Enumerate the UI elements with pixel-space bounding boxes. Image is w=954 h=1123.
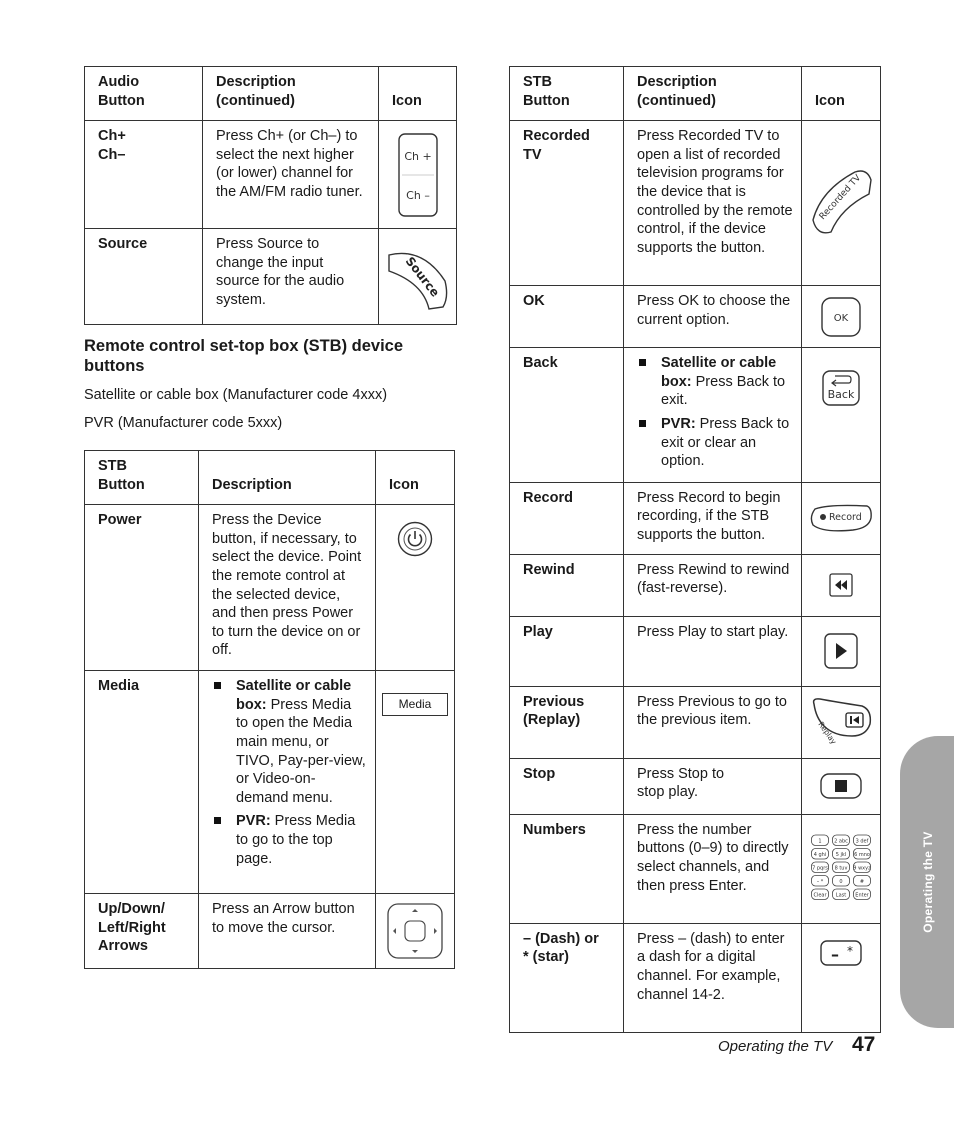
button-name-arrows: Up/Down/ Left/Right Arrows [85, 894, 199, 969]
star-label: * [847, 943, 853, 958]
keypad-key [812, 889, 829, 900]
footer-section-title: Operating the TV [718, 1038, 833, 1055]
description-media [199, 671, 376, 894]
header-description: Description [199, 451, 376, 505]
description-arrows: Press an Arrow button to move the cursor. [199, 894, 376, 969]
stop-button-icon [802, 758, 881, 814]
keypad-key-label: Last [835, 892, 847, 899]
button-name-play: Play [510, 616, 624, 686]
media-bullet-satellite: Satellite or cable box: Press Media to open the Media main menu, or TIVO, Pay-per-view, or Video-on-demand menu. [212, 677, 367, 807]
dash-label: – [831, 944, 839, 964]
keypad-key [854, 835, 871, 846]
keypad-key-label: 4 ghi [813, 851, 827, 858]
arrow-pad-icon [376, 894, 455, 969]
header-icon: Icon [379, 67, 457, 121]
back-button-icon [802, 348, 881, 483]
keypad-key-label: 7 pqrs [812, 865, 828, 872]
chapter-tab-label: Operating the TV [921, 831, 935, 933]
button-name-ch: Ch+ Ch– [85, 121, 203, 229]
keypad-key [833, 875, 850, 886]
button-name-stop: Stop [510, 758, 624, 814]
description-numbers: Press the number buttons (0–9) to directly select channels, and then press Enter. [624, 814, 802, 923]
replay-button-icon [802, 686, 881, 758]
keypad-key [853, 862, 871, 873]
description-stop: Press Stop to stop play. [624, 758, 802, 814]
description-power: Press the Device button, if necessary, to select the device. Point the remote control at the selected device, and then press Power to turn the device on or off. [199, 505, 376, 671]
ok-button-icon [802, 286, 881, 348]
back-bullet-satellite: Satellite or cable box: Press Back to exit. [637, 354, 793, 410]
ch-rocker-icon [379, 121, 457, 229]
keypad-key-label: 1 [818, 838, 822, 845]
description-back [624, 348, 802, 483]
keypad-key-label: 8 tuv [834, 865, 848, 872]
button-name-power: Power [85, 505, 199, 671]
keypad-key-label: Clear [813, 892, 827, 899]
keypad-key-label: 3 def [855, 838, 869, 845]
audio-button-table [84, 66, 457, 325]
record-label: Record [829, 512, 862, 524]
replay-label: Replay [816, 720, 839, 747]
description-recorded-tv: Press Recorded TV to open a list of recorded television programs for the device that is controlled by the remote control, if the device supports the button. [624, 121, 802, 286]
keypad-key-label: 0 [839, 878, 843, 885]
button-name-previous: Previous (Replay) [510, 686, 624, 758]
description-dash-star: Press – (dash) to enter a dash for a digital channel. For example, channel 14-2. [624, 923, 802, 1032]
ch-minus-label: Ch – [405, 188, 430, 202]
recorded-tv-label: Recorded TV [817, 173, 864, 223]
button-name-back: Back [510, 348, 624, 483]
keypad-key [854, 875, 871, 886]
description-record: Press Record to begin recording, if the STB supports the button. [624, 482, 802, 554]
keypad-key [833, 835, 850, 846]
description-source: Press Source to change the input source for the audio system. [203, 229, 379, 325]
ch-plus-label: Ch + [403, 149, 432, 163]
button-name-numbers: Numbers [510, 814, 624, 923]
keypad-key-label: – * [816, 878, 824, 885]
dash-star-button-icon [802, 923, 881, 1032]
rewind-button-icon [802, 554, 881, 616]
number-keypad-icon [802, 814, 881, 923]
description-ch: Press Ch+ (or Ch–) to select the next higher (or lower) channel for the AM/FM radio tuner. [203, 121, 379, 229]
power-button-icon [376, 505, 455, 671]
button-name-ok: OK [510, 286, 624, 348]
button-name-rewind: Rewind [510, 554, 624, 616]
description-rewind: Press Rewind to rewind (fast-reverse). [624, 554, 802, 616]
record-button-icon [802, 482, 881, 554]
keypad-key [812, 848, 829, 859]
back-label: Back [827, 388, 855, 402]
page-number: 47 [852, 1033, 876, 1056]
media-bullet-pvr: PVR: Press Media to go to the top page. [212, 812, 367, 868]
media-button-icon [376, 671, 455, 894]
keypad-key [854, 889, 871, 900]
button-name-dash-star: – (Dash) or * (star) [510, 923, 624, 1032]
header-description: Description (continued) [624, 67, 802, 121]
header-icon: Icon [802, 67, 881, 121]
header-description: Description (continued) [203, 67, 379, 121]
manufacturer-code-satellite: Satellite or cable box (Manufacturer code 4xxx) [84, 387, 388, 403]
play-button-icon [802, 616, 881, 686]
keypad-key [854, 848, 871, 859]
section-heading: Remote control set-top box (STB) device buttons [84, 337, 404, 375]
stb-button-table-2 [509, 66, 881, 1033]
keypad-key [833, 889, 850, 900]
keypad-key [812, 835, 829, 846]
keypad-key-label: 2 abc [834, 838, 848, 845]
header-stb-button: STB Button [510, 67, 624, 121]
source-label: Source [402, 253, 442, 300]
stb-button-table-1 [84, 450, 455, 969]
keypad-key [833, 862, 850, 873]
description-play: Press Play to start play. [624, 616, 802, 686]
header-stb-button: STB Button [85, 451, 199, 505]
header-icon: Icon [376, 451, 455, 505]
keypad-key [812, 875, 829, 886]
keypad-key [833, 848, 850, 859]
header-audio-button: Audio Button [85, 67, 203, 121]
description-ok: Press OK to choose the current option. [624, 286, 802, 348]
media-label: Media [382, 693, 448, 716]
button-name-record: Record [510, 482, 624, 554]
description-previous: Press Previous to go to the previous item. [624, 686, 802, 758]
button-name-source: Source [85, 229, 203, 325]
button-name-media: Media [85, 671, 199, 894]
source-button-icon [379, 229, 457, 325]
keypad-key-label: # [859, 878, 865, 885]
back-bullet-pvr: PVR: Press Back to exit or clear an option. [637, 415, 793, 471]
keypad-key-label: 6 mno [854, 851, 870, 858]
recorded-tv-button-icon [802, 121, 881, 286]
number-keypad [810, 833, 872, 905]
keypad-key-label: Enter [855, 892, 869, 899]
keypad-key [812, 862, 829, 873]
button-name-recorded-tv: Recorded TV [510, 121, 624, 286]
keypad-key-label: 5 jkl [835, 851, 847, 858]
manufacturer-code-pvr: PVR (Manufacturer code 5xxx) [84, 415, 283, 431]
keypad-key-label: 9 wxyz [853, 865, 871, 872]
ok-label: OK [833, 312, 849, 324]
